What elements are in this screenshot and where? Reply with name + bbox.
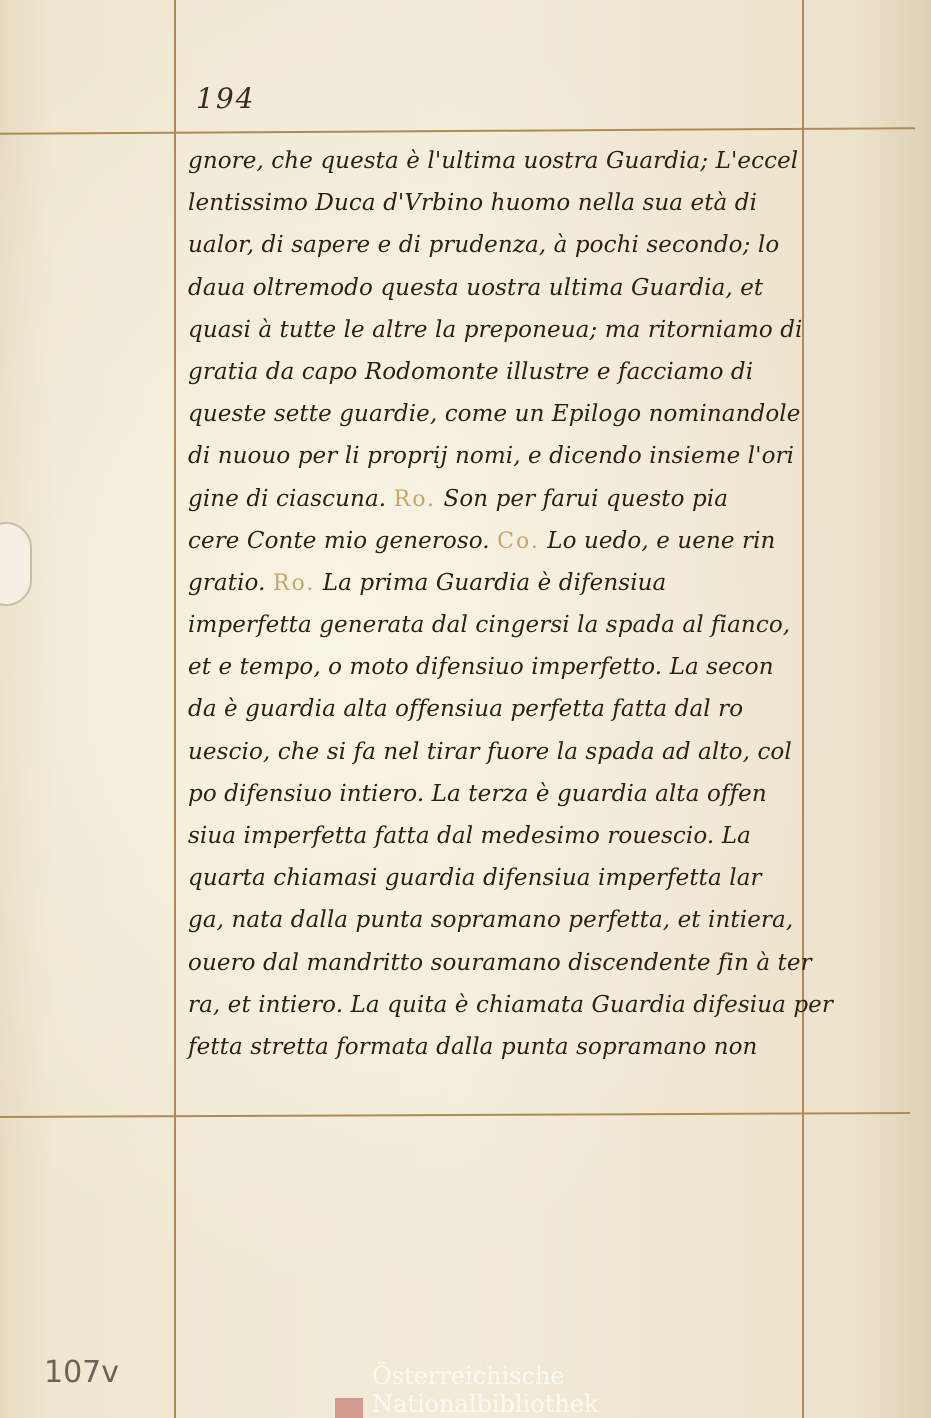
text-line: siua imperfetta fatta dal medesimo rouescio. La bbox=[188, 823, 751, 849]
text-line: gratia da capo Rodomonte illustre e facciamo di bbox=[188, 358, 754, 385]
text-line: ouero dal mandritto souramano discendente fin à ter bbox=[188, 949, 812, 976]
text-line: queste sette guardie, come un Epilogo nominandole bbox=[188, 401, 801, 428]
text-line: uescio, che si fa nel tirar fuore la spada ad alto, col bbox=[188, 738, 792, 765]
folio-number: 194 bbox=[196, 82, 256, 115]
speaker-label-ro: Ro. bbox=[272, 570, 316, 596]
text-line: ualor, di sapere e di prudenza, à pochi secondo; lo bbox=[188, 232, 780, 259]
text-line: quarta chiamasi guardia difensiua imperfetta lar bbox=[188, 865, 762, 892]
line-text: gine di ciascuna. bbox=[188, 485, 387, 512]
text-line: imperfetta generata dal cingersi la spada al fianco, bbox=[188, 612, 791, 639]
line-text: La prima Guardia è difensiua bbox=[322, 569, 667, 596]
line-text: cere Conte mio generoso. bbox=[188, 527, 490, 554]
bottom-frame-rule bbox=[0, 1112, 910, 1118]
line-text: Son per farui questo pia bbox=[443, 485, 729, 512]
text-line: quasi à tutte le altre la preponeua; ma ritorniamo di bbox=[188, 316, 803, 343]
library-stamp-mark bbox=[335, 1398, 363, 1418]
text-line: gnore, che questa è l'ultima uostra Guardia; L'eccel bbox=[188, 148, 799, 174]
text-line bbox=[188, 562, 808, 604]
text-line: po difensiuo intiero. La terza è guardia alta offen bbox=[188, 780, 767, 807]
watermark-line: Österreichische bbox=[372, 1362, 565, 1390]
top-frame-rule bbox=[0, 127, 915, 135]
text-line bbox=[188, 520, 808, 562]
text-line: ga, nata dalla punta sopramano perfetta, et intiera, bbox=[188, 907, 794, 934]
text-line bbox=[188, 478, 808, 520]
library-watermark bbox=[372, 1362, 672, 1418]
handwritten-text-block bbox=[188, 140, 833, 1068]
text-line: et e tempo, o moto difensiuo imperfetto. La secon bbox=[188, 654, 774, 681]
speaker-label-co: Co. bbox=[497, 528, 540, 554]
text-line: da è guardia alta offensiua perfetta fatta dal ro bbox=[188, 696, 744, 723]
left-margin-rule bbox=[174, 0, 176, 1418]
text-line: fetta stretta formata dalla punta sopramano non bbox=[188, 1033, 758, 1060]
line-text: Lo uedo, e uene rin bbox=[547, 527, 776, 554]
text-line: lentissimo Duca d'Vrbino huomo nella sua età di bbox=[188, 190, 758, 217]
watermark-line: Nationalbibliothek bbox=[372, 1390, 599, 1418]
line-text: gratio. bbox=[188, 569, 266, 596]
pencil-shelfmark: 107v bbox=[44, 1355, 120, 1390]
text-line: daua oltremodo questa uostra ultima Guardia, et bbox=[188, 274, 764, 301]
page-tab-notch bbox=[0, 522, 32, 606]
text-line: di nuouo per li proprij nomi, e dicendo insieme l'ori bbox=[188, 443, 795, 470]
speaker-label-ro: Ro. bbox=[393, 486, 437, 512]
text-line: ra, et intiero. La quita è chiamata Guardia difesiua per bbox=[188, 991, 833, 1018]
